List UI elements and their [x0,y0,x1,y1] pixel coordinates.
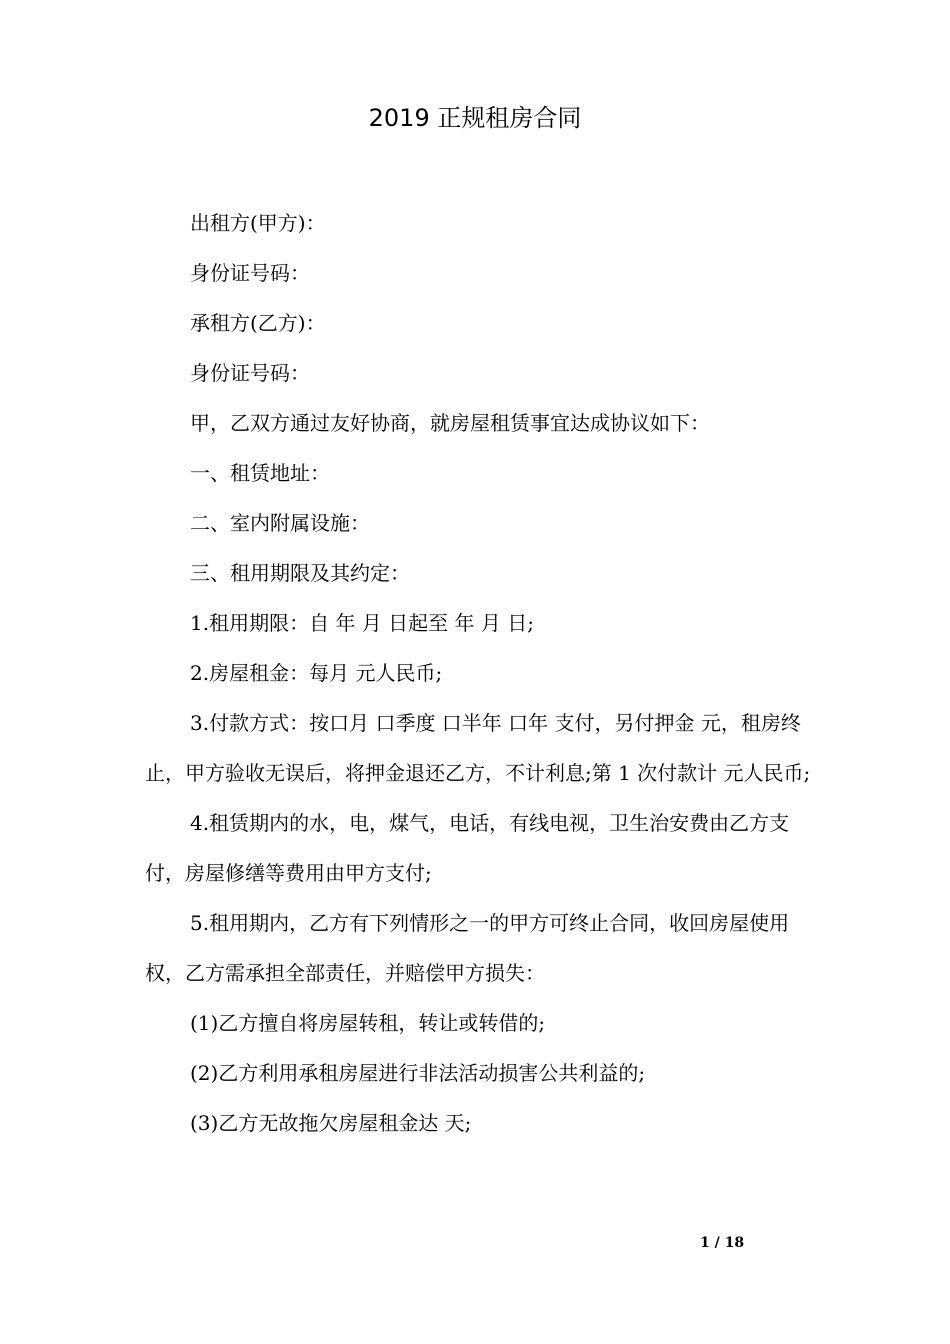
paragraph-section-2: 二、室内附属设施： [190,511,370,535]
document-title: 2019 正规租房合同 [368,104,582,132]
paragraph-clause-3: 3.付款方式：按口月 口季度 口半年 口年 支付，另付押金 元，租房终止，甲方验收无误后，将押金退还乙方，不计利息;第 1 次付款计 元人民币; [145,711,811,785]
paragraph-subclause-2: (2)乙方利用承租房屋进行非法活动损害公共利益的; [190,1061,646,1085]
paragraph-lessee: 承租方(乙方)： [190,311,326,335]
paragraph-subclause-3: (3)乙方无故拖欠房屋租金达 天; [190,1111,472,1135]
paragraph-clause-4: 4.租赁期内的水，电，煤气，电话，有线电视，卫生治安费由乙方支付，房屋修缮等费用由甲方支付; [145,811,790,885]
paragraph-clause-1: 1.租用期限：自 年 月 日起至 年 月 日; [190,611,534,635]
paragraph-clause-2: 2.房屋租金：每月 元人民币; [190,661,443,685]
page-number: 1 / 18 [700,1235,745,1251]
paragraph-lessee-id: 身份证号码： [190,361,310,385]
paragraph-intro: 甲，乙双方通过友好协商，就房屋租赁事宜达成协议如下： [190,411,710,435]
paragraph-section-3: 三、租用期限及其约定： [190,561,410,585]
paragraph-clause-5: 5.租用期内，乙方有下列情形之一的甲方可终止合同，收回房屋使用权，乙方需承担全部责任，并赔偿甲方损失： [145,911,790,985]
document-body [145,198,825,1148]
paragraph-subclause-1: (1)乙方擅自将房屋转租，转让或转借的; [190,1011,546,1035]
paragraph-lessor: 出租方(甲方)： [190,211,326,235]
paragraph-lessor-id: 身份证号码： [190,261,310,285]
paragraph-section-1: 一、租赁地址： [190,461,330,485]
